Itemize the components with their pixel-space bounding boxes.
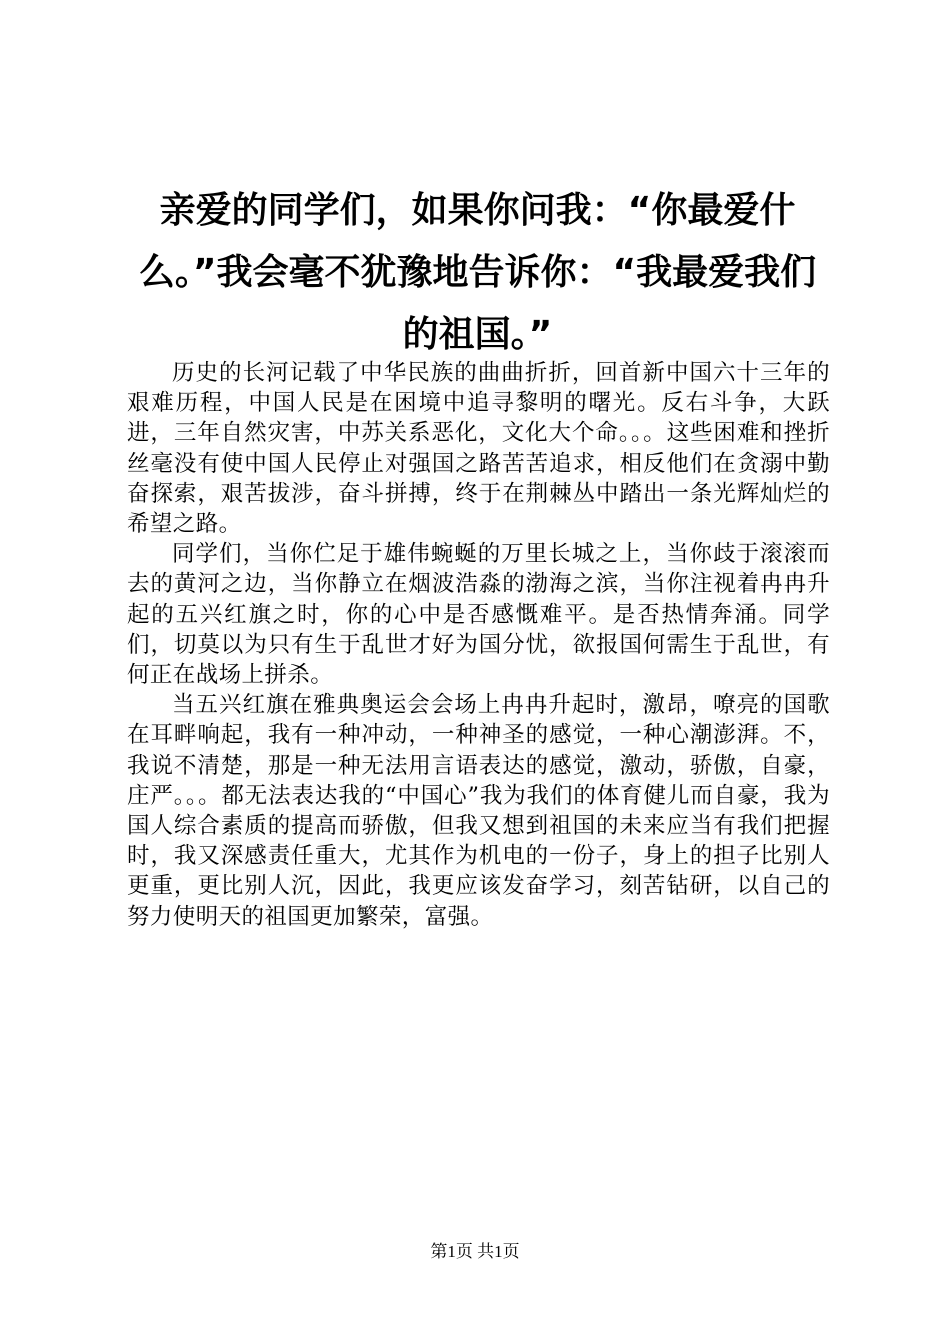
paragraph-1: 历史的长河记载了中华民族的曲曲折折，回首新中国六十三年的艰难历程，中国人民是在困境中追寻黎明的曙光。反右斗争，大跃进，三年自然灾害，中苏关系恶化，文化大个命。。。这些困难和挫折丝毫没有使中国人民停止对强国之路苦苦追求，相反他们在贪溺中勤奋探索，艰苦拔涉，奋斗拼搏，终于在荆棘丛中踏出一条光辉灿烂的希望之路。: [127, 360, 830, 538]
paragraph-3: 当五兴红旗在雅典奥运会会场上冉冉升起时，激昂，嘹亮的国歌在耳畔响起，我有一种冲动，一种神圣的感觉，一种心潮澎湃。不，我说不清楚，那是一种无法用言语表达的感觉，激动，骄傲，自豪，庄严。。。都无法表达我的“中国心”我为我们的体育健儿而自豪，我为国人综合素质的提高而骄傲，但我又想到祖国的未来应当有我们把握时，我又深感责任重大，尤其作为机电的一份子，身上的担子比别人更重，更比别人沉，因此，我更应该发奋学习，刻苦钻研，以自己的努力使明天的祖国更加繁荣，富强。: [127, 692, 830, 930]
page-footer: 第1页 共1页: [430, 1242, 520, 1261]
document-title: 亲爱的同学们，如果你问我：“你最爱什么。”我会毫不犹豫地告诉你：“我最爱我们的祖国。”: [138, 190, 817, 355]
paragraph-2: 同学们，当你伫足于雄伟蜿蜒的万里长城之上，当你歧于滚滚而去的黄河之边，当你静立在烟波浩淼的渤海之滨，当你注视着冉冉升起的五兴红旗之时，你的心中是否感慨难平。是否热情奔涌。同学们，切莫以为只有生于乱世才好为国分忧，欲报国何需生于乱世，有何正在战场上拼杀。: [127, 541, 830, 689]
document-body: [127, 358, 830, 932]
